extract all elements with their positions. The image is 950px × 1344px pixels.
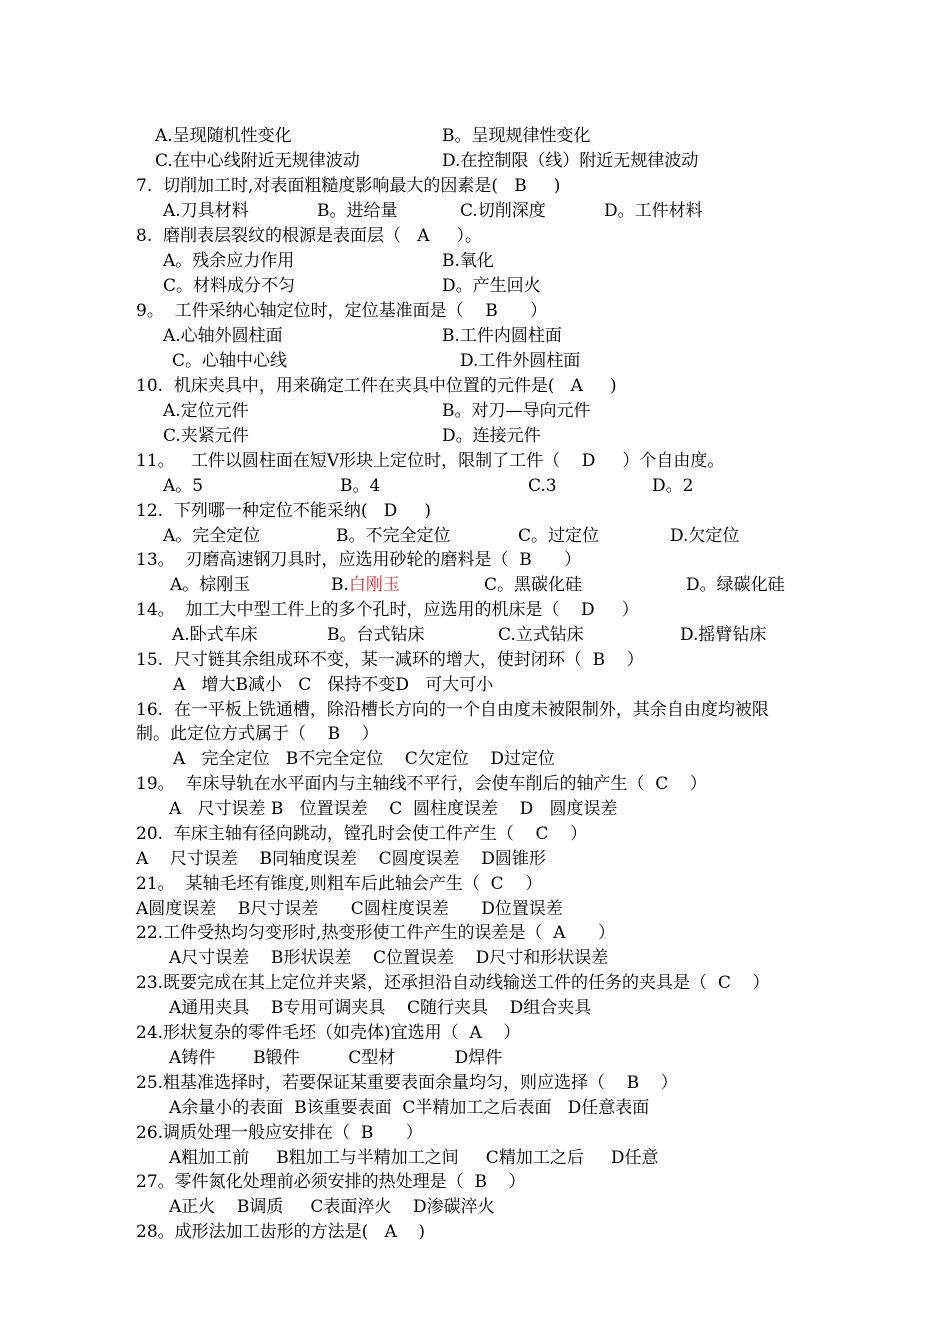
question-26: 26.调质处理一般应安排在（ B ） [136,1123,423,1143]
options-23: A通用夹具 B专用可调夹具 C随行夹具 D组合夹具 [169,998,592,1018]
option-d: D.在控制限（线）附近无规律波动 [442,151,699,171]
options-27: A正火 B调质 C表面淬火 D渗碳淬火 [169,1197,495,1217]
question-7: 7. 切削加工时,对表面粗糙度影响最大的因素是( B ) [136,176,561,196]
question-16: 16. 在一平板上铣通槽，除沿槽长方向的一个自由度未被限制外，其余自由度均被限 [136,700,769,720]
option-c: C.立式钻床 [498,625,584,645]
option-c: C.3 [528,476,557,496]
question-21: 21。 某轴毛坯有锥度,则粗车后此轴会产生（ C ） [136,874,543,894]
option-a: A。完全定位 [163,526,261,546]
question-24: 24.形状复杂的零件毛坯（如壳体)宜选用（ A ） [136,1023,521,1043]
question-12: 12. 下列哪一种定位不能采纳( D ) [136,501,431,521]
question-9: 9。 工件采纳心轴定位时，定位基准面是（ B ） [136,301,548,321]
option-a: A.呈现随机性变化 [155,126,292,146]
options-19: A 尺寸误差 B 位置误差 C 圆柱度误差 D 圆度误差 [169,799,618,819]
options-16: A 完全定位 B不完全定位 C欠定位 D过定位 [173,749,556,769]
question-25: 25.粗基准选择时，若要保证某重要表面余量均匀，则应选择（ B ） [136,1073,678,1093]
option-a: A.心轴外圆柱面 [163,326,283,346]
options-22: A尺寸误差 B形状误差 C位置误差 D尺寸和形状误差 [169,948,609,968]
option-b: B。对刀—导向元件 [442,401,591,421]
option-b-letter: B. [331,575,349,595]
options-24: A铸件 B锻件 C型材 D焊件 [169,1048,503,1068]
option-d: D。绿碳化硅 [686,575,785,595]
question-15: 15. 尺寸链其余组成环不变，某一减环的增大，使封闭环（ B ） [136,650,644,670]
option-c: C。材料成分不匀 [163,276,296,296]
option-b: B.氧化 [442,251,494,271]
question-27: 27。零件氮化处理前必须安排的热处理是（ B ） [136,1172,526,1192]
option-d: D。产生回火 [442,276,541,296]
question-13: 13。 刃磨高速钢刀具时，应选用砂轮的磨料是（ B ） [136,550,582,570]
option-a: A.卧式车床 [172,625,258,645]
option-d: D。工件材料 [604,201,703,221]
option-b: B。不完全定位 [336,526,451,546]
question-11: 11。 工件以圆柱面在短Ⅴ形块上定位时，限制了工件（ D ）个自由度。 [136,451,725,471]
option-b [331,574,400,596]
highlighted-answer: 白刚玉 [348,575,400,595]
option-b: B。呈现规律性变化 [442,126,591,146]
option-d: D。2 [652,476,694,496]
question-20: 20. 车床主轴有径向跳动，镗孔时会使工件产生（ C ） [136,824,588,844]
option-d: D.欠定位 [670,526,740,546]
option-c: C。黑碳化硅 [484,575,583,595]
option-c: C.切削深度 [460,201,546,221]
question-8: 8. 磨削表层裂纹的根源是表面层（ A ）。 [136,226,483,246]
option-d: D.摇臂钻床 [680,625,767,645]
question-14: 14。 加工大中型工件上的多个孔时，应选用的机床是（ D ） [136,600,639,620]
question-19: 19。 车床导轨在水平面内与主轴线不平行，会使车削后的轴产生（ C ） [136,774,707,794]
options-21: A圆度误差 B尺寸误差 C圆柱度误差 D位置误差 [136,899,563,919]
option-c: C.夹紧元件 [163,426,249,446]
option-a: A.刀具材料 [163,201,249,221]
option-b: B。进给量 [317,201,398,221]
options-20: A 尺寸误差 B同轴度误差 C圆度误差 D圆锥形 [136,849,546,869]
option-a: A。残余应力作用 [163,251,295,271]
options-15: A 增大B减小 C 保持不变D 可大可小 [173,675,494,695]
options-26: A粗加工前 B粗加工与半精加工之间 C精加工之后 D任意 [169,1148,659,1168]
option-a: A。棕刚玉 [170,575,251,595]
option-c: C.在中心线附近无规律波动 [155,151,360,171]
option-c: C。过定位 [518,526,600,546]
option-b: B。4 [340,476,381,496]
question-10: 10. 机床夹具中，用来确定工件在夹具中位置的元件是( A ) [136,376,617,396]
option-a: A。5 [163,476,204,496]
question-16-cont: 制。此定位方式属于（ B ） [136,724,379,744]
option-b: B。台式钻床 [327,625,425,645]
option-b: B.工件内圆柱面 [442,326,562,346]
option-c: C。心轴中心线 [172,351,288,371]
options-25: A余量小的表面 B该重要表面 C半精加工之后表面 D任意表面 [169,1098,650,1118]
question-23: 23.既要完成在其上定位并夹紧，还承担沿自动线输送工件的任务的夹具是（ C ） [136,973,770,993]
question-28: 28。成形法加工齿形的方法是( A ) [136,1222,425,1242]
option-a: A.定位元件 [163,401,249,421]
question-22: 22.工件受热均匀变形时,热变形使工件产生的误差是（ A ） [136,923,615,943]
option-d: D.工件外圆柱面 [460,351,581,371]
option-d: D。连接元件 [442,426,541,446]
